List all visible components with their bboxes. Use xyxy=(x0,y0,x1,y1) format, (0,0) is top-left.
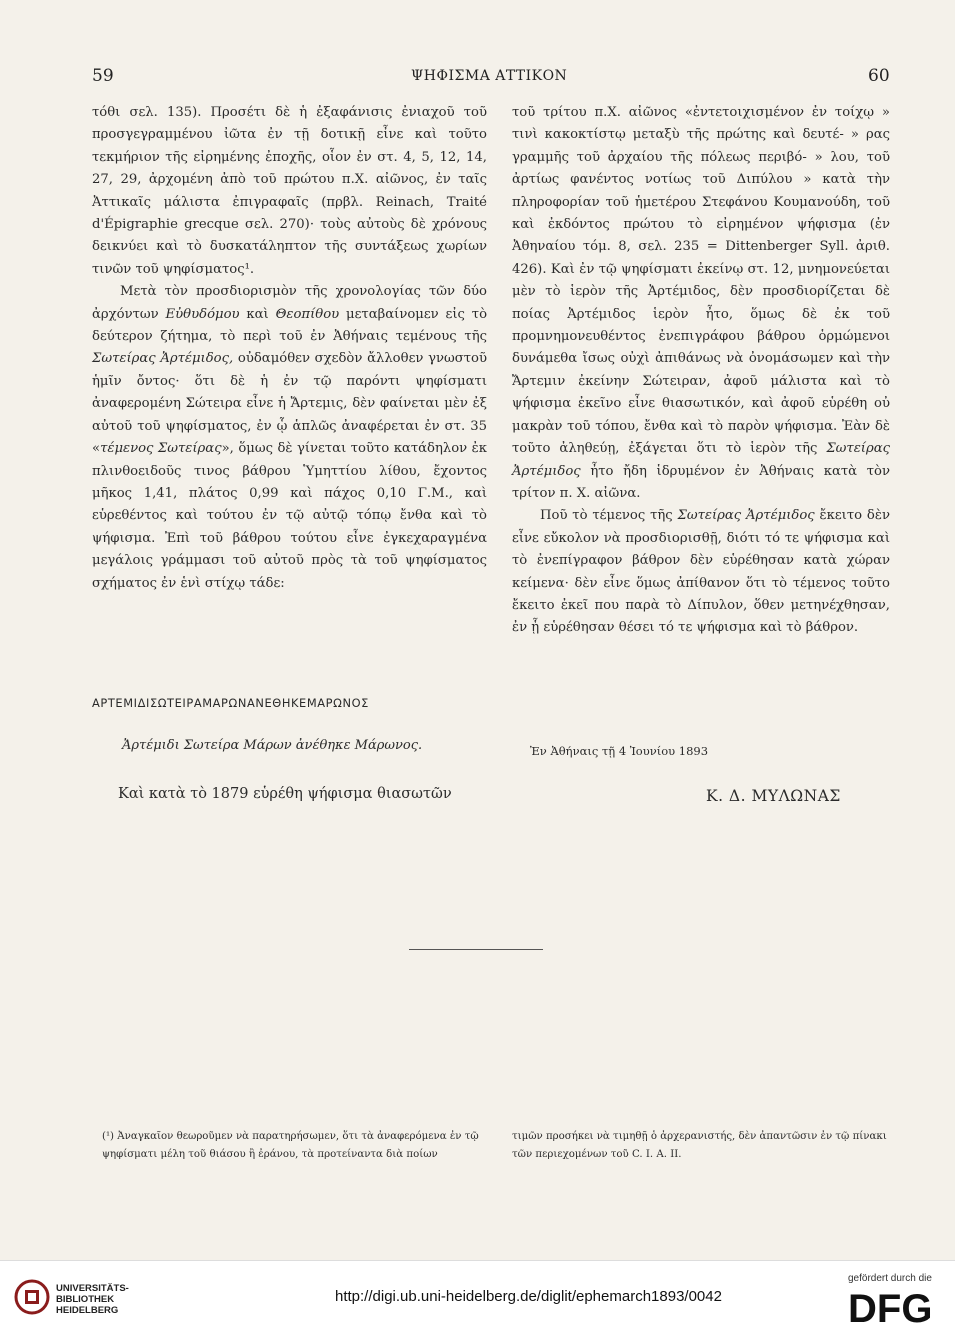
right-paragraph-2 xyxy=(512,505,890,639)
italic-name: Σωτείρας Ἀρτέμιδος xyxy=(512,441,890,479)
text-span: Ποῦ τὸ τέμενος τῆς xyxy=(540,508,673,524)
text-span: Μετὰ τὸν προσδιορισμὸν τῆς χρονολογίας τῶν δύο ἀρχόντων xyxy=(92,284,487,322)
dfg-logo-text: DFG xyxy=(848,1288,933,1326)
inscription-translation: Ἀρτέμιδι Σωτείρα Μάρων ἀνέθηκε Μάρωνος. xyxy=(122,738,423,753)
right-column xyxy=(512,102,890,640)
text-span: ἔκειτο δὲν εἶνε εὔκολον νὰ προσδιορισθῇ, διότι τό τε ψήφισμα καὶ τὸ ἐνεπίγραφον βάθρον δὲν εὑρέθησαν κατὰ χώραν κείμενα· δὲν εἶνε ὅμως ἀπίθανον ὅτι τὸ τέμενος τοῦτο ἔκειτο ἐκεῖ που παρὰ τὸ Δίπυλον, ὅθεν μετηνέχθησαν, ἐν ᾗ εὑρέθησαν θέσει τό τε ψήφισμα καὶ τὸ βάθρον. xyxy=(512,508,890,636)
italic-name: Θεοπίθου xyxy=(275,306,340,322)
text-span: μεταβαίνομεν εἰς τὸ δεύτερον ζήτημα, τὸ περὶ τοῦ ἐν Ἀθήναις τεμένους τῆς xyxy=(92,306,488,345)
university-seal-icon xyxy=(14,1278,50,1316)
funding-note: gefördert durch die xyxy=(848,1273,932,1284)
dateline: Ἐν Ἀθήναις τῇ 4 Ἰουνίου 1893 xyxy=(530,744,709,758)
footnote-right: τιμῶν προσήκει νὰ τιμηθῇ ὁ ἀρχερανιστής, δὲν ἀπαντῶσιν ἐν τῷ πίνακι τῶν περιεχομένων τοῦ C. I. A. II. xyxy=(512,1131,887,1160)
italic-name: Σωτείρας Ἀρτέμιδος xyxy=(677,508,815,524)
page-number-left: 59 xyxy=(92,66,114,86)
library-line: HEIDELBERG xyxy=(56,1305,119,1316)
left-column-last-line: Καὶ κατὰ τὸ 1879 εὑρέθη ψήφισμα θιασωτῶν xyxy=(118,786,452,802)
running-title: ΨΗΦΙΣΜΑ ΑΤΤΙΚΟΝ xyxy=(411,68,568,84)
left-paragraph-2 xyxy=(92,281,487,595)
italic-name: Σωτείρας Ἀρτέμιδος, xyxy=(92,351,234,367)
left-column xyxy=(92,102,487,595)
inscription-text: ΑΡΤΕΜΙΔΙΣΩΤΕΙΡΑΜΑΡΩΝΑΝΕΘΗΚΕΜΑΡΩΝΟΣ xyxy=(92,696,369,710)
page-number-right: 60 xyxy=(868,66,890,86)
footnote-left: (¹) Ἀναγκαῖον θεωροῦμεν νὰ παρατηρήσωμεν, ὅτι τὰ ἀναφερόμενα ἐν τῷ ψηφίσματι μέλη τοῦ θιάσου ἢ ἐράνου, τὰ προτείναντα διὰ ποίων xyxy=(102,1131,479,1160)
text-span: ἦτο ἤδη ἱδρυμένον ἐν Ἀθήναις κατὰ τὸν τρίτον π. Χ. αἰῶνα. xyxy=(512,463,890,501)
italic-name: Εὐθυδόμου xyxy=(165,306,240,322)
left-paragraph-1: τόθι σελ. 135). Προσέτι δὲ ἡ ἐξαφάνισις ἐνιαχοῦ τοῦ προσγεγραμμένου ἰῶτα ἐν τῇ δοτικῇ εἶνε καὶ τοῦτο τεκμήριον τῆς εἰρημένης ἐποχῆς, οἷον ἐν στ. 4, 5, 12, 14, 27, 29, ἀρχομένη ἀπὸ τοῦ πρώτου π.Χ. αἰῶνος, ἐν ταῖς Ἀττικαῖς μάλιστα ἐπιγραφαῖς (πρβλ. Reinach, Traité d'Épigraphie grecque σελ. 270)· τοὺς αὐτοὺς δὲ χρόνους δεικνύει καὶ τὸ δυσκατάληπτον τῆς συντάξεως χωρίων τινῶν τοῦ ψηφίσματος¹. xyxy=(92,105,487,277)
library-line: UNIVERSITÄTS- xyxy=(56,1283,129,1294)
right-paragraph-1 xyxy=(512,102,890,505)
library-line: BIBLIOTHEK xyxy=(56,1294,115,1305)
text-span: καὶ xyxy=(246,306,269,322)
italic-name: τέμενος Σωτείρας xyxy=(100,441,222,457)
library-name xyxy=(56,1283,129,1316)
text-span: οὐδαμόθεν σχεδὸν ἄλλοθεν γνωστοῦ ἡμῖν ὄντος· ὅτι δὲ ἡ ἐν τῷ παρόντι ψηφίσματι ἀναφερομένη Σώτειρα εἶνε ἡ Ἄρτεμις, δὲν φαίνεται μὲν ἐξ αὐτοῦ τοῦ ψηφίσματος, ἐν ᾧ ἁπλῶς ἀναφέρεται ἐν στ. 35 « xyxy=(92,351,487,457)
footnote-divider xyxy=(409,949,543,950)
source-url[interactable]: http://digi.ub.uni-heidelberg.de/diglit/ephemarch1893/0042 xyxy=(335,1288,722,1305)
text-span: », ὅμως δὲ γίνεται τοῦτο κατάδηλον ἐκ πλινθοειδοῦς τινος βάθρου Ὑμηττίου λίθου, ἔχοντος μῆκος 1,41, πλάτος 0,99 καὶ πάχος 0,10 Γ.Μ., καὶ εὑρεθέντος καὶ τούτου ἐν τῷ αὐτῷ τόπῳ ἔνθα καὶ τὸ ψήφισμα. Ἐπὶ τοῦ βάθρου τούτου εἶνε ἐγκεχαραγμένα μεγάλοις γράμμασι τοῦ αὐτοῦ πρὸς τὰ τοῦ ψηφίσματος σχήματος ἐν ἑνὶ στίχῳ τάδε: xyxy=(92,441,487,591)
author-signature: Κ. Δ. ΜΥΛΩΝΑΣ xyxy=(706,787,841,805)
text-span: τοῦ τρίτου π.Χ. αἰῶνος «ἐντετοιχισμένον ἐν τοίχῳ » τινὶ κακοκτίστῳ μεταξὺ τῆς πρώτης καὶ δευτέ- » ρας γραμμῆς τοῦ ἀρχαίου τῆς πόλεως περιβό- » λου, τοῦ ἀρτίως φανέντος νοτίως τοῦ Διπύλου » κατὰ τὴν πληροφορίαν τοῦ ἡμετέρου Στεφάνου Κουμανούδη, τοῦ καὶ ἐκδόντος πρώτου τὸ εἰρημένον ψήφισμα (ἐν Ἀθηναίου τόμ. 8, σελ. 235 = Dittenberger Syll. ἀριθ. 426). Καὶ ἐν τῷ ψηφίσματι ἐκείνῳ στ. 12, μνημονεύεται μὲν τὸ ἱερὸν τῆς Ἀρτέμιδος, δὲν προσδιορίζεται δὲ ποίας Ἀρτέμιδος ἱερὸν ἦτο, ὅμως δὲ ἐκ τοῦ προμνημονευθέντος ἐνεπιγράφου βάθρου ὁρμώμενοι δυνάμεθα ἴσως οὐχὶ ἀπιθάνως νὰ ὀνομάσωμεν καὶ τὴν Ἄρτεμιν ἐκείνην Σώτειραν, ἀφοῦ μάλιστα καὶ τὸ ψήφισμα ἐκεῖνο εἶνε θιασωτικόν, καὶ ἀφοῦ εὑρέθη οὐ μακρὰν τοῦ τόπου, ἔνθα καὶ τὸ παρὸν ψήφισμα. Ἐὰν δὲ τοῦτο ἀληθεύῃ, ἐξάγεται ὅτι τὸ ἱερὸν τῆς xyxy=(512,105,890,457)
dfg-logo-icon xyxy=(848,1288,943,1326)
